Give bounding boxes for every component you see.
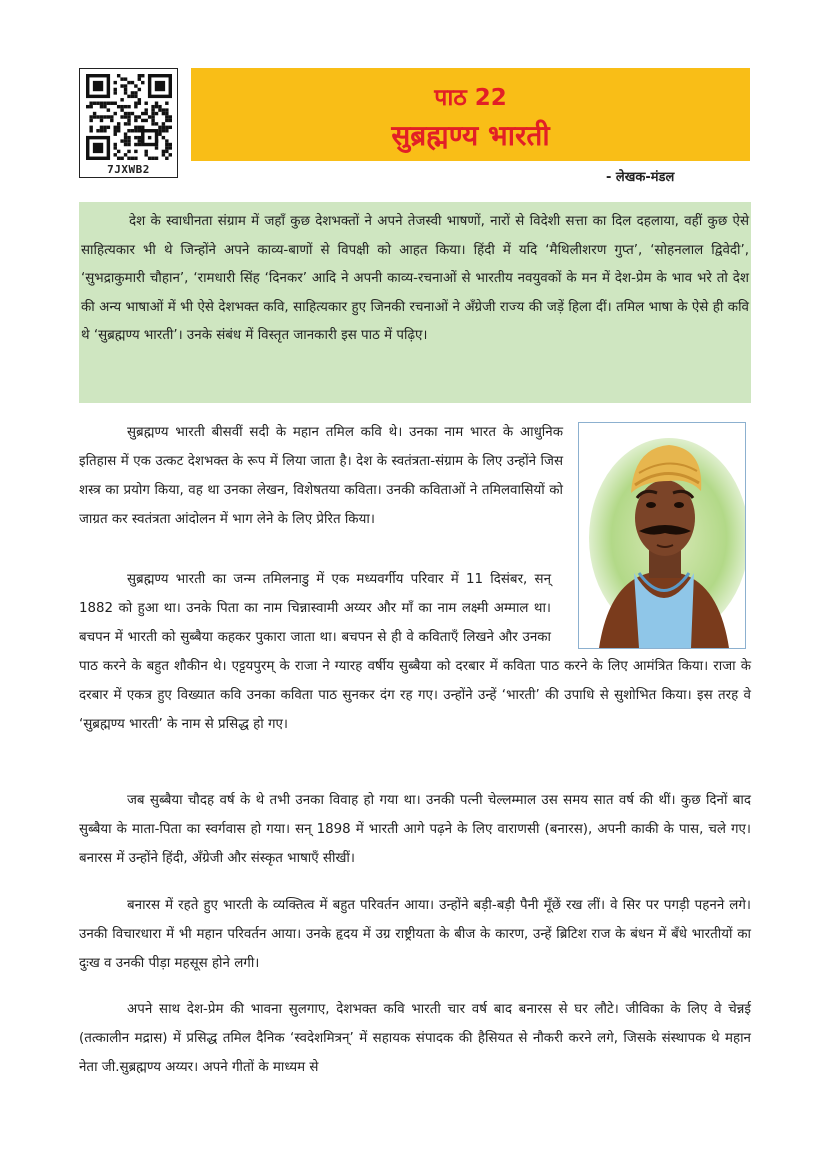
intro-text: देश के स्वाधीनता संग्राम में जहाँ कुछ देशभक्तों ने अपने तेजस्वी भाषणों, नारों से विदेशी सत्ता का दिल दहलाया, वहीं कुछ ऐसे साहित्यकार भी थे जिन्होंने अपने काव्य-बाणों से विपक्षी को आहत किया। हिंदी में यदि ‘मैथिलीशरण गुप्त’, ‘सोहनलाल द्विवेदी’, ‘सुभद्राकुमारी चौहान’, ‘रामधारी सिंह ‘दिनकर’ आदि ने अपनी काव्य-रचनाओं से भारतीय नवयुवकों के मन में देश-प्रेम के भाव भरे तो देश की अन्य भाषाओं में भी ऐसे देशभक्त कवि, साहित्यकार हुए जिनकी रचनाओं ने अँग्रेजी राज्य की जड़ें हिला दीं। तमिल भाषा के ऐसे ही कवि थे ‘सुब्रह्मण्य भारती’। उनके संबंध में विस्तृत जानकारी इस पाठ में पढ़िए। <box>81 214 749 343</box>
portrait-wrap-spacer <box>551 565 751 643</box>
paragraph-4: बनारस में रहते हुए भारती के व्यक्तित्व में बहुत परिवर्तन आया। उन्होंने बड़ी-बड़ी पैनी मूँछें रख लीं। वे सिर पर पगड़ी पहनने लगे। उनकी विचारधारा में भी महान परिवर्तन आया। उनके हृदय में उग्र राष्ट्रीयता के बीज के कारण, उन्हें ब्रिटिश राज के बंधन में बँधे भारतीयों का दुःख व उनकी पीड़ा महसूस होने लगी। <box>79 898 751 971</box>
qr-code-box <box>79 68 178 178</box>
lesson-banner <box>191 68 750 161</box>
qr-code-label: 7JXWB2 <box>107 163 150 176</box>
intro-box <box>79 202 751 403</box>
paragraph-2-text: सुब्रह्मण्य भारती का जन्म तमिलनाडु में एक मध्यवर्गीय परिवार में 11 दिसंबर, सन् 1882 को हुआ था। उनके पिता का नाम चिन्नास्वामी अय्यर और माँ का नाम लक्ष्मी अम्माल था। बचपन में भारती को सुब्बैया कहकर पुकारा जाता था। बचपन से ही वे कविताएँ लिखने और उनका पाठ करने के बहुत शौकीन थे। एट्टयपुरम् के राजा ने ग्यारह वर्षीय सुब्बैया को दरबार में कविता पाठ करने के लिए आमंत्रित किया। राजा के दरबार में एकत्र हुए विख्यात कवि उनका कविता पाठ सुनकर दंग रह गए। उन्होंने उन्हें ‘भारती’ की उपाधि से सुशोभित किया। इस तरह वे ‘सुब्रह्मण्य भारती’ के नाम से प्रसिद्ध हो गए। <box>79 572 751 732</box>
paragraph-5: अपने साथ देश-प्रेम की भावना सुलगाए, देशभक्त कवि भारती चार वर्ष बाद बनारस से घर लौटे। जीविका के लिए वे चेन्नई (तत्कालीन मद्रास) में प्रसिद्ध तमिल दैनिक ‘स्वदेशमित्रन्’ में सहायक संपादक की हैसियत से नौकरी करने लगे, जिसके संस्थापक थे महान नेता जी.सुब्रह्मण्य अय्यर। अपने गीतों के माध्यम से <box>79 1002 751 1075</box>
paragraph-1: सुब्रह्मण्य भारती बीसवीं सदी के महान तमिल कवि थे। उनका नाम भारत के आधुनिक इतिहास में एक उत्कट देशभक्त के रूप में लिया जाता है। देश के स्वतंत्रता-संग्राम के लिए उन्होंने जिस शस्त्र का प्रयोग किया, वह था उनका लेखन, विशेषतया कविता। उनकी कविताओं ने तमिलवासियों को जाग्रत कर स्वतंत्रता आंदोलन में भाग लेने के लिए प्रेरित किया। <box>79 425 563 527</box>
qr-code-icon <box>86 74 172 160</box>
lesson-title: सुब्रह्मण्य भारती <box>391 119 550 152</box>
paragraph-2 <box>79 565 751 739</box>
author-credit: - लेखक-मंडल <box>606 170 675 185</box>
lesson-number: पाठ 22 <box>434 85 507 111</box>
paragraph-3: जब सुब्बैया चौदह वर्ष के थे तभी उनका विवाह हो गया था। उनकी पत्नी चेल्लम्माल उस समय सात वर्ष की थीं। कुछ दिनों बाद सुब्बैया के माता-पिता का स्वर्गवास हो गया। सन् 1898 में भारती आगे पढ़ने के लिए वाराणसी (बनारस), अपनी काकी के पास, चले गए। बनारस में उन्होंने हिंदी, अँग्रेजी और संस्कृत भाषाएँ सीखीं। <box>79 793 751 866</box>
